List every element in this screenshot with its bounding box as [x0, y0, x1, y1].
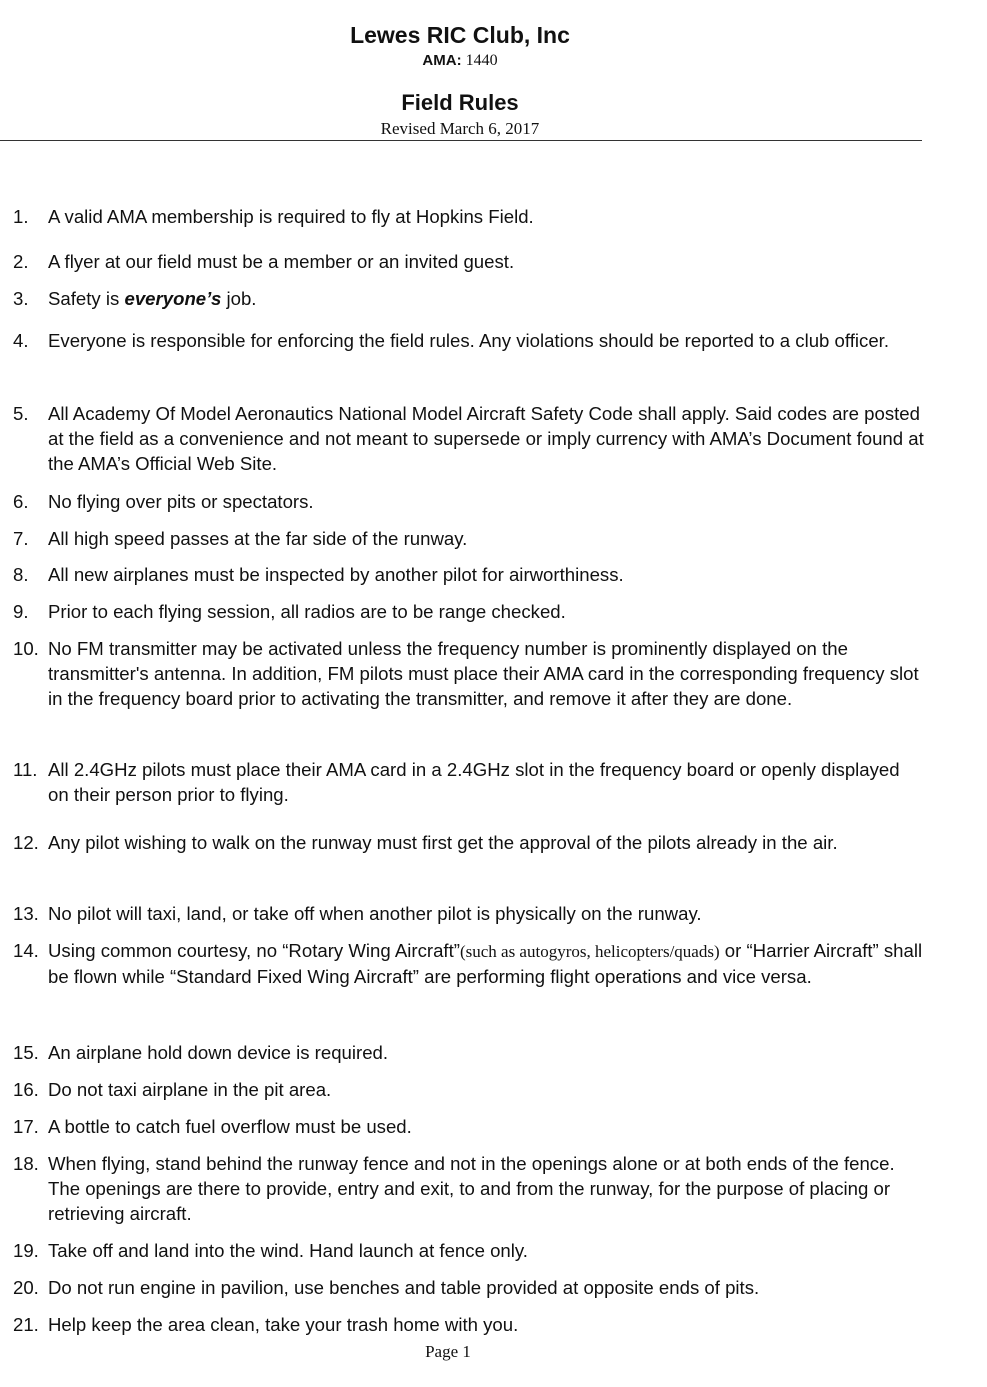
rule-number: 18. [13, 1153, 39, 1174]
ama-label: AMA: [422, 52, 462, 69]
rule-text: All Academy Of Model Aeronautics National Model Aircraft Safety Code shall apply. Said codes are posted at the field as a convenience and not meant to supersede or imply currency with AMA’s Document found at the AMA’s Official Web Site. [48, 403, 924, 474]
rule-item [0, 831, 925, 856]
club-name: Lewes RIC Club, Inc [350, 22, 570, 48]
rule-number: 1. [13, 206, 29, 227]
rule-number: 5. [13, 403, 29, 424]
rule-text-pre: Safety is [48, 288, 125, 309]
rule-text: Do not run engine in pavilion, use benches and table provided at opposite ends of pits. [48, 1277, 760, 1298]
rule-item [0, 250, 925, 275]
rule-item [0, 1276, 925, 1301]
rule-text-post: job. [221, 288, 257, 309]
rule-text: All new airplanes must be inspected by another pilot for airworthiness. [48, 564, 624, 585]
rule-number: 16. [13, 1079, 39, 1100]
rule-number: 21. [13, 1314, 39, 1335]
rule-item [0, 600, 925, 625]
rule-number: 13. [13, 903, 39, 924]
rule-item [0, 490, 925, 515]
rule-number: 17. [13, 1116, 39, 1137]
rule-text: All high speed passes at the far side of the runway. [48, 528, 468, 549]
rule-number: 19. [13, 1240, 39, 1261]
rule-item [0, 1313, 925, 1338]
rule-number: 20. [13, 1277, 39, 1298]
page-title: Field Rules [401, 90, 519, 115]
rule-text: A bottle to catch fuel overflow must be used. [48, 1116, 412, 1137]
rule-text: All 2.4GHz pilots must place their AMA card in a 2.4GHz slot in the frequency board or openly displayed on their person prior to flying. [48, 759, 900, 805]
rule-text: No pilot will taxi, land, or take off when another pilot is physically on the runway. [48, 903, 702, 924]
header-divider [0, 140, 922, 141]
rule-text [48, 287, 925, 312]
rule-text: Help keep the area clean, take your trash home with you. [48, 1314, 519, 1335]
rule-number: 12. [13, 832, 39, 853]
rule-number: 8. [13, 564, 29, 585]
rule-text: Take off and land into the wind. Hand launch at fence only. [48, 1240, 528, 1261]
rule-item [0, 1041, 925, 1066]
rule-text: A flyer at our field must be a member or an invited guest. [48, 251, 515, 272]
rule-item [0, 563, 925, 588]
rule-text: When flying, stand behind the runway fence and not in the openings alone or at both ends of the fence. The openings are there to provide, entry and exit, to and from the runway, for the purpose of placing or retrieving aircraft. [48, 1153, 895, 1224]
ama-number: 1440 [465, 52, 498, 69]
rule-item [0, 287, 925, 312]
rule-item [0, 205, 925, 230]
rule-text: Any pilot wishing to walk on the runway must first get the approval of the pilots already in the air. [48, 832, 838, 853]
rule-text: Do not taxi airplane in the pit area. [48, 1079, 332, 1100]
rule-number: 3. [13, 288, 29, 309]
ama-line [0, 52, 920, 70]
rule-text-post: or “Harrier Aircraft” shall be flown while “Standard Fixed Wing Aircraft” are performing flight operations and vice versa. [48, 940, 923, 987]
revised-date: Revised March 6, 2017 [380, 119, 540, 138]
rule-text: Everyone is responsible for enforcing the field rules. Any violations should be reported to a club officer. [48, 330, 889, 351]
rule-item [0, 1078, 925, 1103]
rule-item [0, 637, 925, 711]
rule-number: 7. [13, 528, 29, 549]
rule-item [0, 939, 925, 990]
rule-item [0, 1115, 925, 1140]
rule-text: Prior to each flying session, all radios are to be range checked. [48, 601, 566, 622]
rule-item [0, 902, 925, 927]
rule-text: A valid AMA membership is required to fly at Hopkins Field. [48, 206, 534, 227]
rule-text [48, 939, 925, 990]
rule-text-pre: Using common courtesy, no “Rotary Wing Aircraft” [48, 940, 460, 961]
rule-number: 9. [13, 601, 29, 622]
page-number: Page 1 [425, 1342, 471, 1361]
rule-number: 14. [13, 940, 39, 961]
rule-item [0, 329, 925, 354]
rule-number: 4. [13, 330, 29, 351]
rule-number: 15. [13, 1042, 39, 1063]
rule-item [0, 527, 925, 552]
rule-text: No flying over pits or spectators. [48, 491, 314, 512]
rule-number: 10. [13, 638, 39, 659]
rule-text: No FM transmitter may be activated unless the frequency number is prominently displayed on the transmitter's antenna. In addition, FM pilots must place their AMA card in the corresponding frequency slot in the frequency board prior to activating the transmitter, and remove it after they are done. [48, 638, 919, 709]
rule-text: An airplane hold down device is required. [48, 1042, 389, 1063]
rule-item [0, 1152, 925, 1226]
rule-emphasis: everyone’s [124, 288, 222, 309]
rule-item [0, 402, 925, 476]
rule-parenthetical: (such as autogyros, helicopters/quads) [459, 942, 720, 961]
rule-number: 2. [13, 251, 29, 272]
rule-number: 11. [13, 759, 38, 780]
rule-item [0, 758, 925, 808]
rule-item [0, 1239, 925, 1264]
rule-number: 6. [13, 491, 29, 512]
